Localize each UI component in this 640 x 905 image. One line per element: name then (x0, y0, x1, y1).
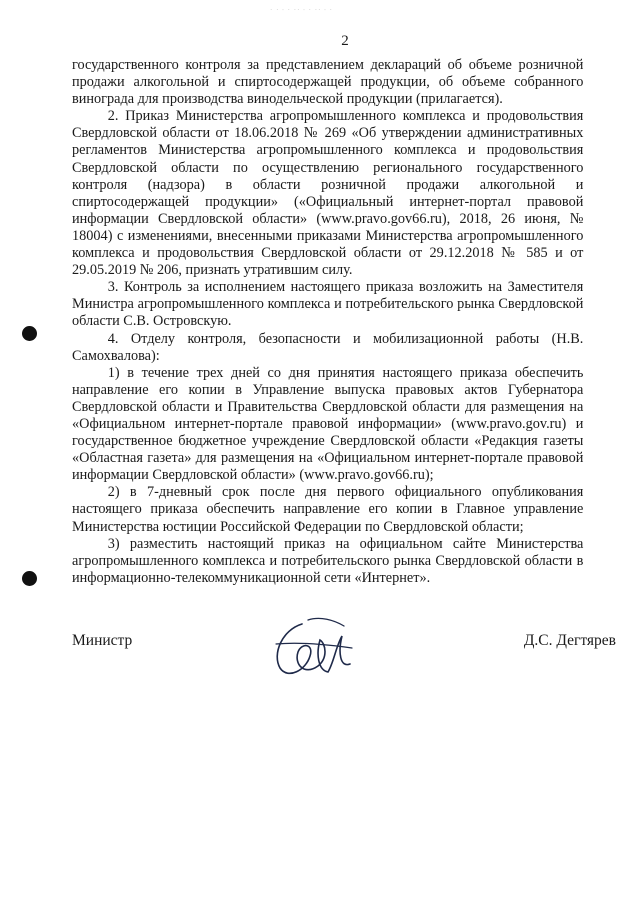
document-body (72, 56, 583, 586)
page-number: 2 (341, 33, 349, 49)
signatory-name: Д.С. Дегтярев (523, 632, 616, 649)
subitem-2: 2) в 7-дневный срок после дня первого официального опубликования настоящего приказа обеспечить направление его копии в Главное управление Министерства юстиции Российской Федерации по Свердловской области; (72, 483, 584, 535)
punch-hole-top (22, 326, 37, 341)
paragraph-item-3: 3. Контроль за исполнением настоящего приказа возложить на Заместителя Министра агропромышленного комплекса и потребительского рынка Свердловской области С.В. Островскую. (72, 278, 584, 330)
subitem-1: 1) в течение трех дней со дня принятия настоящего приказа обеспечить направление его копии в Управление выпуска правовых актов Губернатора Свердловской области и Правительства Свердловской области для размещения на «Официальном интернет-портале правовой информации» (www.pravo.gov.ru) и государственное бюджетное учреждение Свердловской области «Редакция газеты «Областная газета» для размещения на «Официальном интернет-портале правовой информации Свердловской области» (www.pravo.gov66.ru); (72, 363, 584, 484)
paragraph-item-2: 2. Приказ Министерства агропромышленного комплекса и продовольствия Свердловской области от 18.06.2018 № 269 «Об утверждении административных регламентов Министерства агропромышленного комплекса и продовольствия Свердловской области по осуществлению регионального государственного контроля (надзора) в области розничной продажи алкогольной и спиртосодержащей продукции» («Официальный интернет-портал правовой информации Свердловской области» (www.pravo.gov66.ru), 2018, 26 июня, № 18004) с изменениями, внесенными приказами Министерства агропромышленного комплекса и продовольствия Свердловской области от 29.12.2018 № 585 и от 29.05.2019 № 206, признать утратившим силу. (72, 107, 584, 279)
signatory-title: Министр (72, 632, 133, 649)
handwritten-signature (268, 614, 358, 688)
punch-hole-bottom (22, 571, 37, 586)
signature-block (72, 620, 616, 700)
paragraph-continuation: государственного контроля за представлением деклараций об объеме розничной продажи алкогольной и спиртосодержащей продукции, об объеме собранного винограда для производства винодельческой продукции (прилагается). (72, 56, 584, 108)
subitem-3: 3) разместить настоящий приказ на официальном сайте Министерства агропромышленного комплекса и потребительского рынка Свердловской области в информационно-телекоммуникационной сети «Интернет». (72, 534, 584, 586)
scan-artifact: · · ∙ · ·· ∙ · ·· ∙ · (270, 6, 333, 14)
paragraph-item-4: 4. Отделу контроля, безопасности и мобилизационной работы (Н.В. Самохвалова): (72, 329, 584, 364)
